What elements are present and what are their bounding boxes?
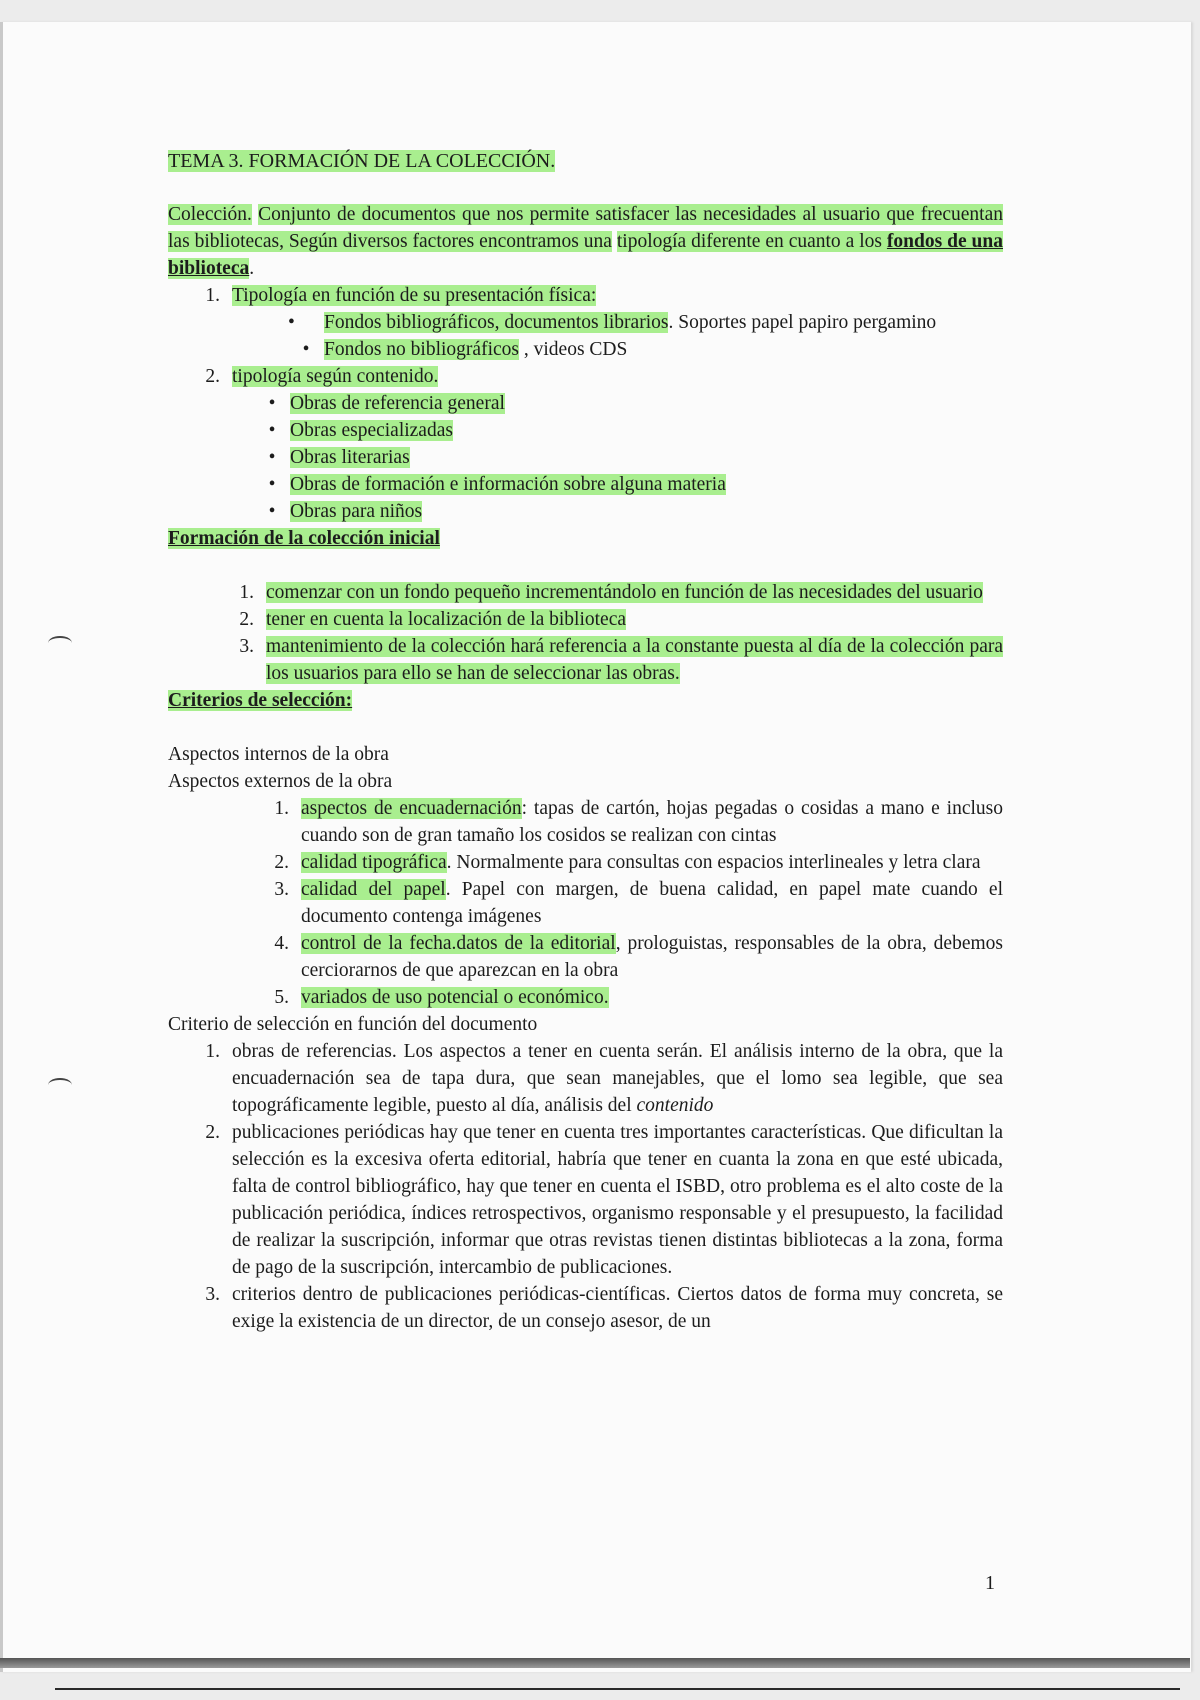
spacer	[168, 552, 1003, 579]
tipologia-label: Tipología en función de su presentación física:	[232, 285, 597, 306]
criterio-highlight: variados de uso potencial o económico.	[301, 987, 609, 1008]
section-heading-criterios	[168, 687, 1003, 714]
criterio-item	[263, 984, 1003, 1011]
punch-hole-mark	[48, 1078, 72, 1092]
spacer	[168, 714, 1003, 741]
bullet-highlight: Obras para niños	[290, 501, 423, 522]
bullet-highlight: Obras especializadas	[290, 420, 453, 441]
list-number: 2.	[239, 609, 254, 630]
documento-text: obras de referencias. Los aspectos a tener en cuenta serán. El análisis interno de la obra, que la encuadernación sea de tapa dura, que sean manejables, que el lomo sea legible, que sea topográficamente legible, puesto al día, análisis del	[232, 1041, 1003, 1116]
page-number: 1	[985, 1572, 995, 1594]
bullet-icon: •	[288, 312, 295, 333]
bullet-icon: •	[268, 447, 276, 468]
bullet-highlight: Fondos no bibliográficos	[324, 339, 519, 360]
bullet-highlight: Obras de referencia general	[290, 393, 505, 414]
aspectos-externos: Aspectos externos de la obra	[168, 771, 393, 792]
formacion-text: tener en cuenta la localización de la biblioteca	[266, 609, 627, 630]
formacion-item	[228, 606, 1003, 633]
bullet-highlight: Obras literarias	[290, 447, 410, 468]
scan-bottom-edge	[0, 1658, 1190, 1668]
criterio-highlight: calidad tipográfica	[301, 852, 447, 873]
criterio-highlight: control de la fecha.datos de la editorial	[301, 933, 616, 954]
tipologia-label: tipología según contenido.	[232, 366, 439, 387]
list-number: 3.	[274, 879, 289, 900]
punch-hole-mark	[48, 636, 72, 650]
bullet-rest: , videos CDS	[519, 339, 628, 360]
intro-paragraph	[168, 201, 1003, 282]
list-number: 2.	[205, 366, 220, 387]
list-number: 1.	[239, 582, 254, 603]
document-body	[168, 148, 1003, 1335]
bullet-icon: •	[268, 393, 276, 414]
list-number: 1.	[205, 1041, 220, 1062]
criterio-rest: , prologuistas, responsables de la obra, debemos cerciorarnos de que aparezcan en la obra	[301, 933, 1003, 981]
list-number: 5.	[274, 987, 289, 1008]
bullet-icon: •	[268, 420, 276, 441]
formacion-item	[228, 579, 1003, 606]
criterio-item	[263, 849, 1003, 876]
list-number: 2.	[274, 852, 289, 873]
criterio-rest: . Papel con margen, de buena calidad, en papel mate cuando el documento contenga imágenes	[301, 879, 1003, 927]
intro-tipologia: tipología diferente en cuanto a los	[616, 231, 887, 252]
tipologia-item	[198, 282, 1003, 309]
criterio-item	[263, 795, 1003, 849]
list-number: 3.	[239, 636, 254, 657]
formacion-heading: Formación de la colección inicial	[168, 528, 440, 549]
document-title	[168, 148, 1003, 175]
documento-heading: Criterio de selección en función del documento	[168, 1014, 538, 1035]
bullet-item	[254, 471, 1003, 498]
intro-fondos: fondos de una biblioteca	[168, 231, 1003, 279]
bullet-icon: •	[268, 474, 276, 495]
list-number: 3.	[205, 1284, 220, 1305]
criterio-highlight: calidad del papel	[301, 879, 446, 900]
criterio-item	[263, 876, 1003, 930]
documento-text: criterios dentro de publicaciones periódicas-científicas. Ciertos datos de forma muy concreta, se exige la existencia de un director, de un consejo asesor, de un	[232, 1284, 1003, 1332]
bullet-item	[288, 309, 1003, 336]
bullet-item	[254, 498, 1003, 525]
section-heading-formacion	[168, 525, 1003, 552]
bullet-icon: •	[302, 339, 310, 360]
bullet-rest: . Soportes papel papiro pergamino	[668, 312, 937, 333]
bullet-item	[254, 417, 1003, 444]
criterio-rest: . Normalmente para consultas con espacios interlineales y letra clara	[446, 852, 981, 873]
documento-text: publicaciones periódicas hay que tener en cuenta tres importantes características. Que dificultan la selección es la excesiva oferta editorial, habría que tener en cuanta la zona en que esté ubicada, falta de control bibliográfico, hay que tener en cuenta el ISBD, otro problema es el alto coste de la publicación periódica, índices retrospectivos, organismo responsable y el presupuesto, la facilidad de realizar la suscripción, informar que otras revistas tienen distintas bibliotecas a la zona, forma de pago de la suscripción, intercambio de publicaciones.	[232, 1122, 1003, 1278]
documento-italic: contenido	[636, 1095, 714, 1116]
intro-end: .	[249, 258, 255, 279]
aspectos-internos: Aspectos internos de la obra	[168, 744, 389, 765]
list-number: 1.	[205, 285, 220, 306]
intro-term: Colección.	[168, 204, 252, 225]
formacion-item	[228, 633, 1003, 687]
formacion-text: mantenimiento de la colección hará referencia a la constante puesta al día de la colección para los usuarios para ello se han de seleccionar las obras.	[266, 636, 1003, 684]
criterios-heading: Criterios de selección:	[168, 690, 353, 711]
bullet-icon: •	[268, 501, 276, 522]
footer-rule	[55, 1688, 1180, 1690]
criterio-item	[263, 930, 1003, 984]
criterio-rest: : tapas de cartón, hojas pegadas o cosidas a mano e incluso cuando son de gran tamaño los cosidos se realizan con cintas	[301, 798, 1003, 846]
documento-item	[194, 1119, 1003, 1281]
list-number: 1.	[274, 798, 289, 819]
title-text: TEMA 3. FORMACIÓN DE LA COLECCIÓN.	[168, 150, 556, 172]
list-number: 2.	[205, 1122, 220, 1143]
list-number: 4.	[274, 933, 289, 954]
documento-item	[194, 1038, 1003, 1119]
tipologia-item	[198, 363, 1003, 390]
criterio-highlight: aspectos de encuadernación	[301, 798, 522, 819]
formacion-text: comenzar con un fondo pequeño incrementándolo en función de las necesidades del usuario	[266, 582, 983, 603]
bullet-item	[254, 444, 1003, 471]
bullet-highlight: Fondos bibliográficos, documentos librarios	[324, 312, 669, 333]
intro-rest: Según diversos factores encontramos una	[283, 231, 612, 252]
bullet-item	[288, 336, 1003, 363]
documento-item	[194, 1281, 1003, 1335]
bullet-highlight: Obras de formación e información sobre alguna materia	[290, 474, 726, 495]
bullet-item	[254, 390, 1003, 417]
intro-definition: Conjunto de documentos que nos permite satisfacer las necesidades al usuario que frecuentan las bibliotecas,	[168, 204, 1004, 252]
